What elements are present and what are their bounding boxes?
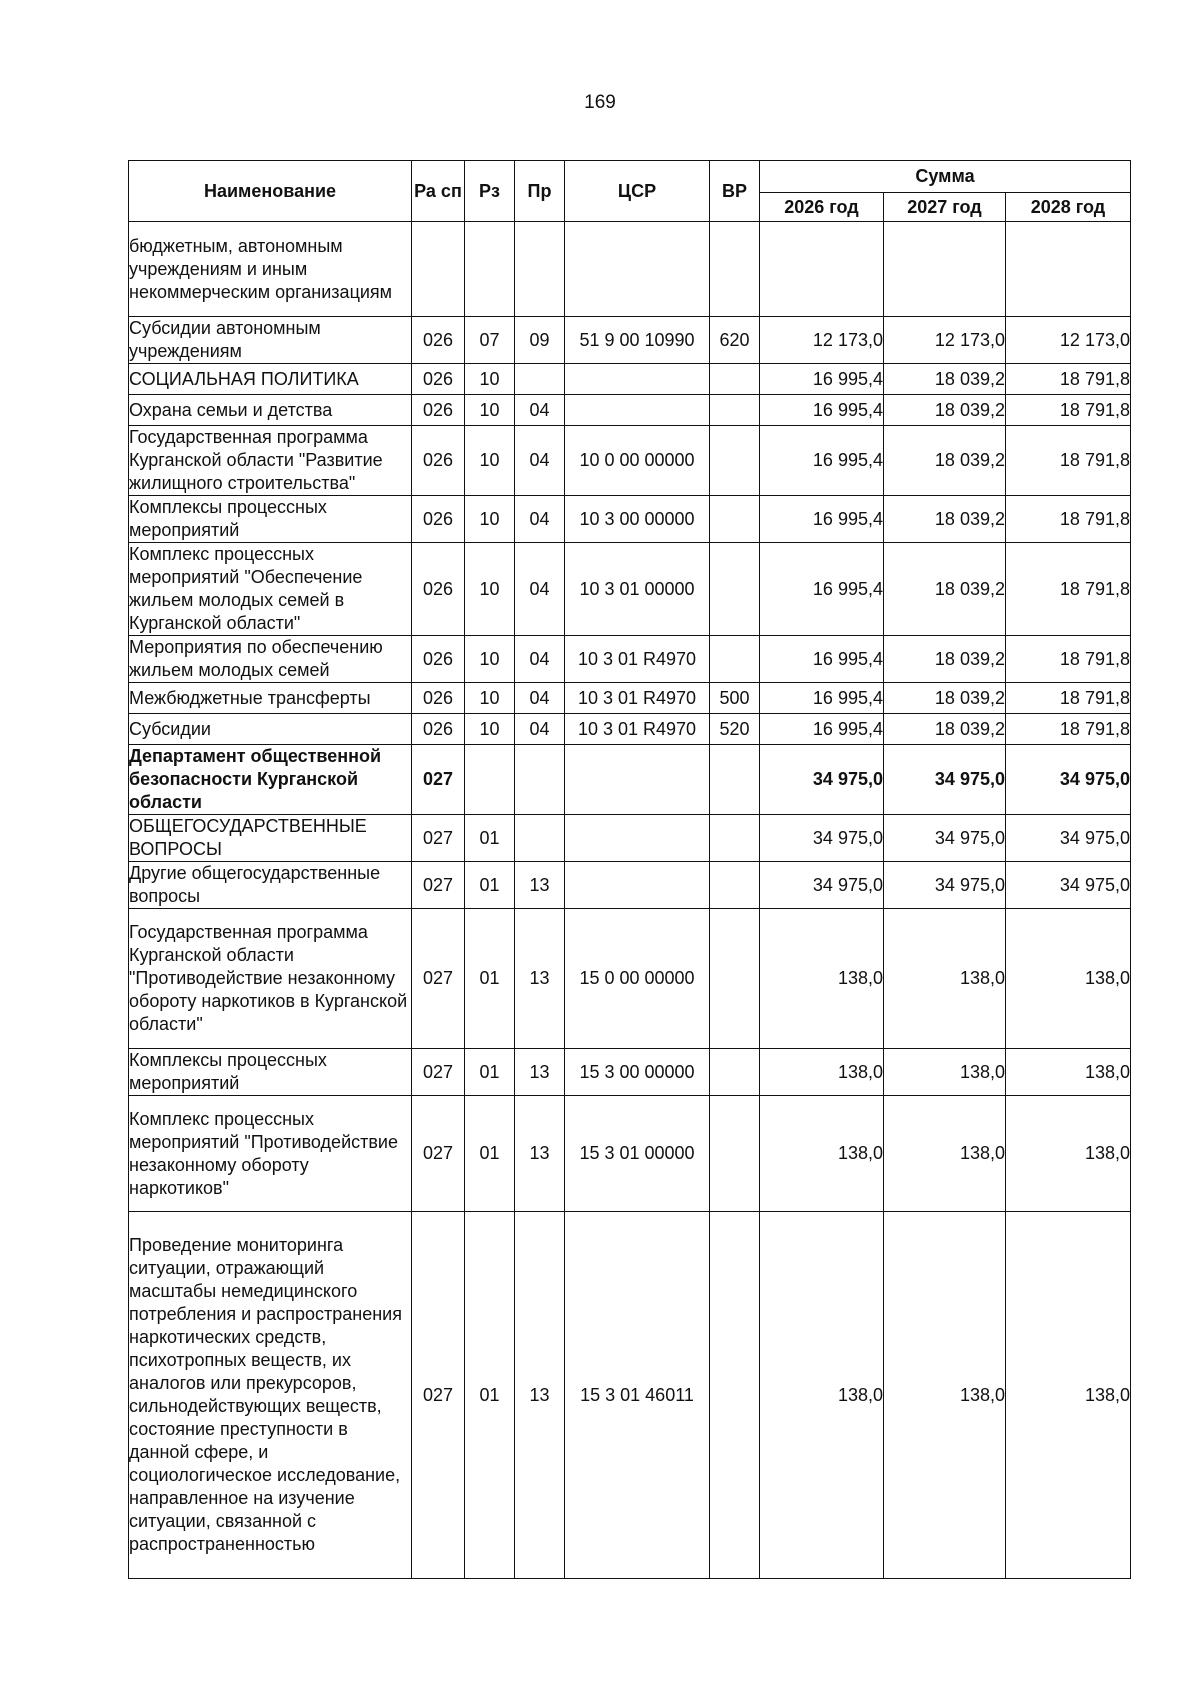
header-2027: 2027 год xyxy=(884,193,1006,222)
cell-name: СОЦИАЛЬНАЯ ПОЛИТИКА xyxy=(129,364,412,395)
cell-vr xyxy=(710,426,760,496)
table-row xyxy=(129,714,1131,745)
table-row xyxy=(129,745,1131,815)
cell-rz: 01 xyxy=(465,815,515,862)
cell-name: Комплекс процессных мероприятий "Противодействие незаконному обороту наркотиков" xyxy=(129,1096,412,1212)
table-row xyxy=(129,395,1131,426)
cell-rasp: 027 xyxy=(412,909,465,1049)
cell-pr: 09 xyxy=(515,317,565,364)
cell-2027: 138,0 xyxy=(884,1212,1006,1579)
cell-rz: 10 xyxy=(465,426,515,496)
cell-csr: 10 3 00 00000 xyxy=(565,496,710,543)
cell-pr: 13 xyxy=(515,1212,565,1579)
cell-csr xyxy=(565,364,710,395)
cell-csr: 10 3 01 R4970 xyxy=(565,636,710,683)
cell-2026 xyxy=(760,222,884,317)
cell-2026: 16 995,4 xyxy=(760,636,884,683)
cell-name: Другие общегосударственные вопросы xyxy=(129,862,412,909)
cell-vr xyxy=(710,815,760,862)
cell-2027: 18 039,2 xyxy=(884,426,1006,496)
cell-pr xyxy=(515,364,565,395)
cell-2028: 12 173,0 xyxy=(1006,317,1131,364)
cell-csr: 10 0 00 00000 xyxy=(565,426,710,496)
cell-rasp: 026 xyxy=(412,543,465,636)
cell-2028: 18 791,8 xyxy=(1006,683,1131,714)
header-name: Наименование xyxy=(129,161,412,222)
cell-rz: 10 xyxy=(465,395,515,426)
header-csr: ЦСР xyxy=(565,161,710,222)
cell-name: Комплекс процессных мероприятий "Обеспечение жильем молодых семей в Курганской области" xyxy=(129,543,412,636)
cell-csr: 10 3 01 R4970 xyxy=(565,683,710,714)
cell-2027: 18 039,2 xyxy=(884,636,1006,683)
cell-rasp: 026 xyxy=(412,395,465,426)
cell-2028: 18 791,8 xyxy=(1006,714,1131,745)
cell-2026: 12 173,0 xyxy=(760,317,884,364)
table-row xyxy=(129,636,1131,683)
cell-rz: 10 xyxy=(465,543,515,636)
cell-rz: 01 xyxy=(465,862,515,909)
cell-csr: 15 3 01 46011 xyxy=(565,1212,710,1579)
cell-2028: 138,0 xyxy=(1006,909,1131,1049)
table-row xyxy=(129,1212,1131,1579)
cell-csr xyxy=(565,815,710,862)
cell-pr xyxy=(515,815,565,862)
cell-rasp: 026 xyxy=(412,364,465,395)
cell-csr: 51 9 00 10990 xyxy=(565,317,710,364)
cell-2026: 16 995,4 xyxy=(760,426,884,496)
cell-rasp: 026 xyxy=(412,683,465,714)
table-row xyxy=(129,862,1131,909)
cell-vr xyxy=(710,395,760,426)
table-row xyxy=(129,426,1131,496)
cell-rz: 01 xyxy=(465,1212,515,1579)
table-row xyxy=(129,222,1131,317)
table-body xyxy=(129,222,1131,1579)
cell-2026: 16 995,4 xyxy=(760,395,884,426)
cell-2028 xyxy=(1006,222,1131,317)
cell-rz: 01 xyxy=(465,1049,515,1096)
cell-name: Государственная программа Курганской области "Развитие жилищного строительства" xyxy=(129,426,412,496)
cell-rz xyxy=(465,222,515,317)
cell-rasp: 027 xyxy=(412,862,465,909)
cell-csr: 15 0 00 00000 xyxy=(565,909,710,1049)
cell-rasp: 027 xyxy=(412,815,465,862)
cell-csr xyxy=(565,222,710,317)
cell-rz: 10 xyxy=(465,364,515,395)
cell-rz: 10 xyxy=(465,636,515,683)
table-row xyxy=(129,909,1131,1049)
cell-vr xyxy=(710,636,760,683)
cell-rasp: 027 xyxy=(412,1049,465,1096)
cell-2027: 138,0 xyxy=(884,1096,1006,1212)
table-row xyxy=(129,683,1131,714)
cell-2027: 18 039,2 xyxy=(884,395,1006,426)
cell-rasp xyxy=(412,222,465,317)
cell-pr xyxy=(515,222,565,317)
cell-vr xyxy=(710,862,760,909)
cell-2026: 16 995,4 xyxy=(760,683,884,714)
header-row xyxy=(129,161,1131,193)
table-row xyxy=(129,1096,1131,1212)
cell-vr xyxy=(710,364,760,395)
cell-vr xyxy=(710,1212,760,1579)
cell-vr xyxy=(710,1049,760,1096)
cell-rz: 10 xyxy=(465,683,515,714)
cell-2028: 34 975,0 xyxy=(1006,862,1131,909)
cell-rz: 10 xyxy=(465,714,515,745)
cell-vr xyxy=(710,1096,760,1212)
cell-vr xyxy=(710,496,760,543)
cell-pr: 13 xyxy=(515,862,565,909)
cell-2026: 16 995,4 xyxy=(760,496,884,543)
table-row xyxy=(129,1049,1131,1096)
cell-rz: 01 xyxy=(465,909,515,1049)
cell-2027 xyxy=(884,222,1006,317)
header-pr: Пр xyxy=(515,161,565,222)
cell-2026: 34 975,0 xyxy=(760,815,884,862)
cell-vr xyxy=(710,543,760,636)
cell-2028: 18 791,8 xyxy=(1006,543,1131,636)
cell-vr xyxy=(710,909,760,1049)
table-row xyxy=(129,815,1131,862)
cell-2028: 18 791,8 xyxy=(1006,636,1131,683)
cell-name: Государственная программа Курганской области "Противодействие незаконному обороту наркотиков в Курганской области" xyxy=(129,909,412,1049)
cell-name: Субсидии автономным учреждениям xyxy=(129,317,412,364)
cell-2027: 18 039,2 xyxy=(884,543,1006,636)
cell-2027: 34 975,0 xyxy=(884,745,1006,815)
header-rasp: Ра сп xyxy=(412,161,465,222)
cell-csr xyxy=(565,395,710,426)
cell-2027: 18 039,2 xyxy=(884,364,1006,395)
cell-name: Охрана семьи и детства xyxy=(129,395,412,426)
cell-csr: 15 3 01 00000 xyxy=(565,1096,710,1212)
cell-name: Комплексы процессных мероприятий xyxy=(129,496,412,543)
cell-name: Проведение мониторинга ситуации, отражающий масштабы немедицинского потребления и распространения наркотических средств, психотропных веществ, их аналогов или прекурсоров, сильнодействующих веществ, состояние преступности в данной сфере, и социологическое исследование, направленное на изучение ситуации, связанной с распространенностью xyxy=(129,1212,412,1579)
cell-2028: 18 791,8 xyxy=(1006,426,1131,496)
cell-rasp: 027 xyxy=(412,1212,465,1579)
cell-2026: 138,0 xyxy=(760,1096,884,1212)
cell-vr xyxy=(710,745,760,815)
cell-rasp: 026 xyxy=(412,496,465,543)
header-vr: ВР xyxy=(710,161,760,222)
cell-csr: 10 3 01 R4970 xyxy=(565,714,710,745)
cell-pr: 04 xyxy=(515,683,565,714)
cell-rasp: 027 xyxy=(412,745,465,815)
cell-csr xyxy=(565,862,710,909)
table-row xyxy=(129,317,1131,364)
cell-name: ОБЩЕГОСУДАРСТВЕННЫЕ ВОПРОСЫ xyxy=(129,815,412,862)
cell-2026: 138,0 xyxy=(760,909,884,1049)
cell-2028: 138,0 xyxy=(1006,1212,1131,1579)
budget-table xyxy=(128,160,1131,1579)
cell-pr: 04 xyxy=(515,395,565,426)
cell-rasp: 026 xyxy=(412,714,465,745)
header-2028: 2028 год xyxy=(1006,193,1131,222)
header-rz: Рз xyxy=(465,161,515,222)
cell-rz: 10 xyxy=(465,496,515,543)
cell-2028: 34 975,0 xyxy=(1006,815,1131,862)
cell-2028: 18 791,8 xyxy=(1006,395,1131,426)
cell-vr xyxy=(710,222,760,317)
cell-csr: 10 3 01 00000 xyxy=(565,543,710,636)
cell-2026: 16 995,4 xyxy=(760,543,884,636)
cell-name: бюджетным, автономным учреждениям и иным некоммерческим организациям xyxy=(129,222,412,317)
cell-2027: 138,0 xyxy=(884,909,1006,1049)
cell-2026: 34 975,0 xyxy=(760,745,884,815)
cell-2027: 18 039,2 xyxy=(884,496,1006,543)
cell-pr: 04 xyxy=(515,636,565,683)
cell-2028: 138,0 xyxy=(1006,1049,1131,1096)
cell-pr: 13 xyxy=(515,909,565,1049)
header-sum: Сумма xyxy=(760,161,1131,193)
cell-2026: 16 995,4 xyxy=(760,364,884,395)
cell-2027: 138,0 xyxy=(884,1049,1006,1096)
header-2026: 2026 год xyxy=(760,193,884,222)
cell-pr: 04 xyxy=(515,496,565,543)
page-number: 169 xyxy=(584,92,616,113)
cell-2028: 138,0 xyxy=(1006,1096,1131,1212)
cell-vr: 620 xyxy=(710,317,760,364)
cell-rz: 01 xyxy=(465,1096,515,1212)
cell-2027: 18 039,2 xyxy=(884,714,1006,745)
cell-2026: 34 975,0 xyxy=(760,862,884,909)
table-row xyxy=(129,364,1131,395)
cell-2027: 34 975,0 xyxy=(884,815,1006,862)
cell-pr: 04 xyxy=(515,426,565,496)
cell-2027: 12 173,0 xyxy=(884,317,1006,364)
cell-pr: 04 xyxy=(515,543,565,636)
table-row xyxy=(129,496,1131,543)
cell-2027: 18 039,2 xyxy=(884,683,1006,714)
table-row xyxy=(129,543,1131,636)
cell-2026: 138,0 xyxy=(760,1212,884,1579)
cell-2027: 34 975,0 xyxy=(884,862,1006,909)
cell-csr: 15 3 00 00000 xyxy=(565,1049,710,1096)
cell-2026: 16 995,4 xyxy=(760,714,884,745)
cell-pr: 13 xyxy=(515,1096,565,1212)
cell-pr xyxy=(515,745,565,815)
cell-rasp: 026 xyxy=(412,636,465,683)
cell-rasp: 026 xyxy=(412,317,465,364)
cell-rz xyxy=(465,745,515,815)
cell-2028: 34 975,0 xyxy=(1006,745,1131,815)
cell-name: Комплексы процессных мероприятий xyxy=(129,1049,412,1096)
cell-vr: 520 xyxy=(710,714,760,745)
cell-2028: 18 791,8 xyxy=(1006,496,1131,543)
cell-vr: 500 xyxy=(710,683,760,714)
cell-name: Межбюджетные трансферты xyxy=(129,683,412,714)
cell-rasp: 026 xyxy=(412,426,465,496)
cell-name: Мероприятия по обеспечению жильем молодых семей xyxy=(129,636,412,683)
cell-csr xyxy=(565,745,710,815)
cell-name: Субсидии xyxy=(129,714,412,745)
cell-2026: 138,0 xyxy=(760,1049,884,1096)
cell-rz: 07 xyxy=(465,317,515,364)
cell-pr: 04 xyxy=(515,714,565,745)
cell-2028: 18 791,8 xyxy=(1006,364,1131,395)
cell-pr: 13 xyxy=(515,1049,565,1096)
cell-rasp: 027 xyxy=(412,1096,465,1212)
cell-name: Департамент общественной безопасности Курганской области xyxy=(129,745,412,815)
